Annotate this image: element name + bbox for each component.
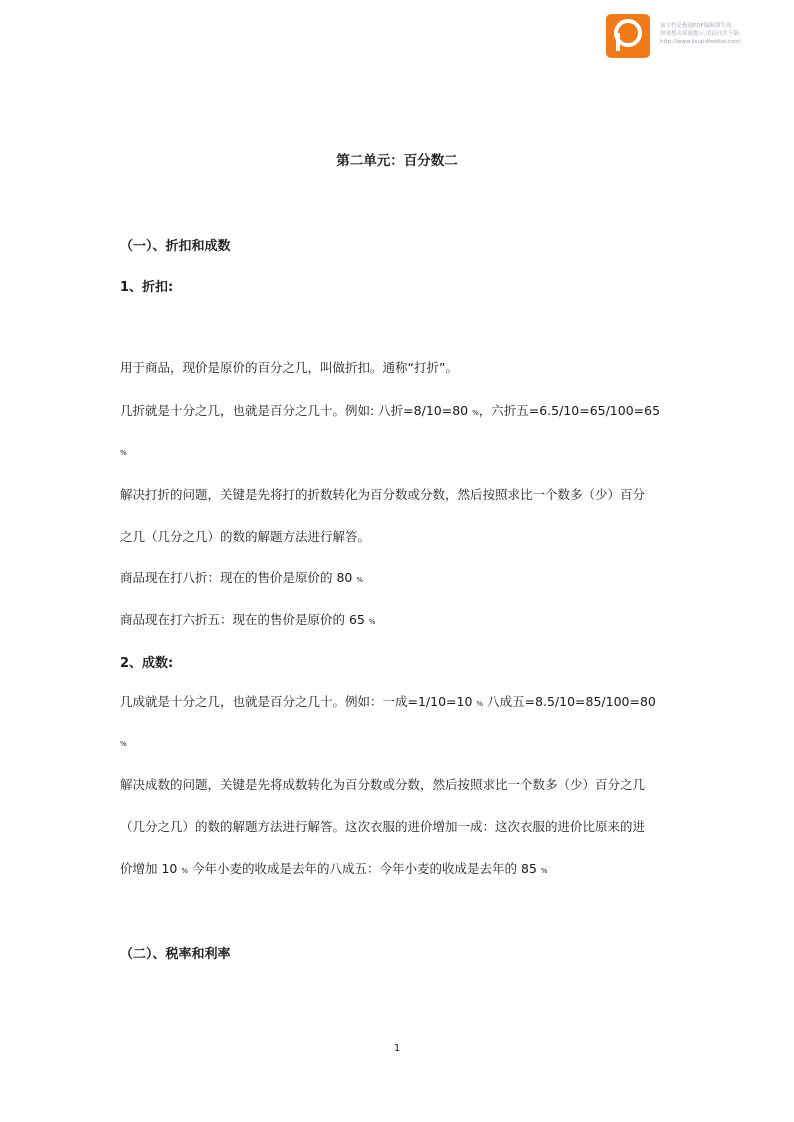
section-heading-1: （一）、折扣和成数 [120, 239, 231, 254]
page-number: 1 [393, 1043, 401, 1054]
discount-case-2: 商品现在打六折五：现在的售价是原价的 65 % [120, 612, 376, 627]
percent-sign: % [472, 409, 479, 417]
discount-example-percent: % [120, 449, 127, 457]
pdf-editor-logo [606, 14, 650, 58]
discount-definition: 用于商品，现价是原价的百分之几，叫做折扣。通称“打折”。 [120, 360, 458, 375]
chengshu-example-percent: % [120, 740, 127, 748]
discount-solve-line-2: 之几（几分之几）的数的解题方法进行解答。 [120, 529, 371, 544]
discount-case-1: 商品现在打八折：现在的售价是原价的 80 % [120, 570, 364, 585]
chengshu-solve-line-2: （几分之几）的数的解题方法进行解答。这次衣服的进价增加一成：这次衣服的进价比原来的进 [120, 819, 646, 834]
chengshu-solve-line-1: 解决成数的问题，关键是先将成数转化为百分数或分数，然后按照求比一个数多（少）百分之几 [120, 777, 646, 792]
chengshu-solve-line-3: 价增加 10 % 今年小麦的收成是去年的八成五：今年小麦的收成是去年的 85 % [120, 861, 548, 876]
chengshu-heading: 2、成数: [120, 656, 174, 671]
watermark-line-2: 如果想去掉该提示,请访问并下载: [660, 31, 741, 37]
pdf-p-icon [606, 14, 650, 58]
discount-example: 几折就是十分之几，也就是百分之几十。例如: 八折=8/10=80 %，六折五=6.5/10=65/100=65 [120, 403, 661, 418]
page-title: 第二单元：百分数二 [336, 153, 458, 169]
section-heading-2: （二）、税率和利率 [120, 947, 231, 962]
watermark-link[interactable]: http://www.jisupdfeditor.com/ [660, 39, 741, 45]
discount-heading: 1、折扣: [120, 280, 174, 295]
chengshu-example: 几成就是十分之几，也就是百分之几十。例如：一成=1/10=10 % 八成五=8.5/10=85/100=80 [120, 694, 656, 709]
watermark-line-1: 该文档是极速PDF编辑器生成, [660, 23, 733, 29]
discount-solve-line-1: 解决打折的问题，关键是先将打的折数转化为百分数或分数，然后按照求比一个数多（少）百分 [120, 487, 646, 502]
